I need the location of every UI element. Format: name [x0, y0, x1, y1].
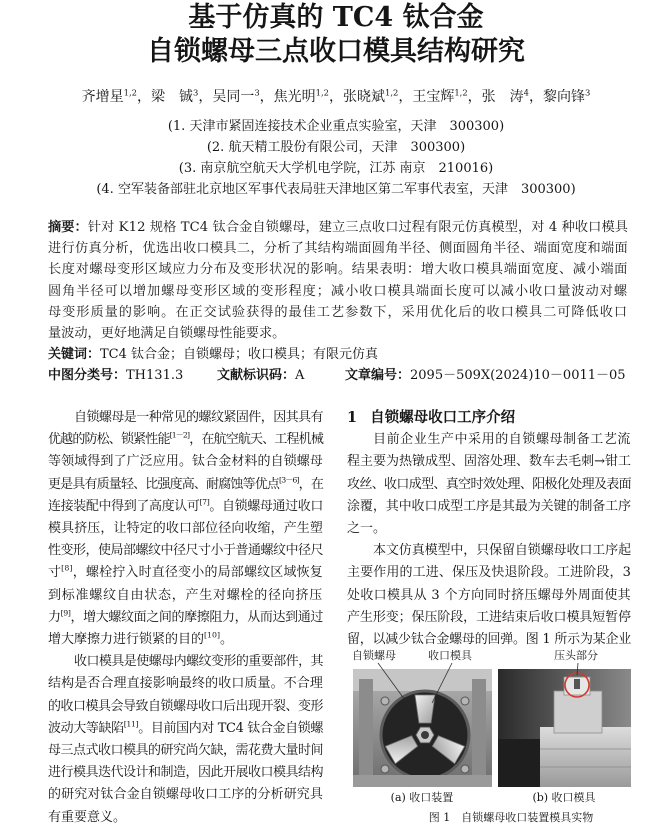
section-number: 1	[347, 409, 358, 426]
author-separator: ，	[329, 89, 343, 105]
line-text: 长度对螺母变形区域应力分布及变形状况的影响。结果表明：增大收口模具端面宽度、减小端面	[48, 262, 628, 278]
text-line	[347, 496, 631, 518]
line-text: 的研究对钛合金自锁螺母收口工序的分析研究具	[48, 787, 323, 803]
text-line	[48, 585, 323, 607]
clc-label: 中图分类号：	[48, 368, 127, 383]
paragraph	[48, 217, 628, 344]
text-line	[48, 651, 323, 673]
author-name: 吴同一	[212, 89, 255, 105]
bolt	[381, 765, 389, 773]
line-text: 的收口模具会导致自锁螺母收口后出现开裂、变形	[48, 698, 323, 714]
figure-caption: 图 1 自锁螺母收口装置模具实物	[428, 811, 594, 824]
label-press-head: 压头部分	[554, 649, 598, 662]
author-affiliation-marker: 3	[192, 87, 199, 98]
line-text: 程主要为热镦成型、固溶处理、数车去毛刺→钳工	[347, 454, 631, 470]
text-line	[48, 259, 628, 280]
text-run: ，增大螺纹面之间的摩擦阻力，从而达到通过	[70, 609, 323, 625]
line-text: 性变形，使局部螺纹中径尺寸小于普通螺纹中径尺	[48, 543, 323, 559]
line-text	[48, 429, 323, 451]
document-code-label: 文献标识码：	[217, 368, 296, 383]
subcaption-a: (a) 收口装置	[390, 791, 454, 804]
abstract	[48, 217, 628, 344]
text-line	[48, 784, 323, 806]
die-body	[540, 727, 631, 787]
line-text: 本文仿真模型中，只保留自锁螺母收口工序起	[373, 543, 631, 559]
keywords-text: TC4 钛合金；自锁螺母；收口模具；有限元仿真	[100, 347, 379, 362]
text-line	[48, 496, 323, 518]
line-text: 自锁螺母是一种常见的螺纹紧固件，因其具有	[74, 410, 323, 425]
keywords-label: 关键词：	[48, 347, 101, 362]
section-title: 自锁螺母收口工序介绍	[370, 409, 516, 426]
line-text: 圆角半径可以增加螺母变形区域的变形程度；减小收口模具端面长度可以减小收口量波动对螺	[48, 283, 628, 299]
line-text: 等领域得到了广泛应用。钛合金材料的自锁螺母	[48, 454, 323, 470]
line-text	[48, 718, 323, 740]
text-run: ，在航空航天、工程机械	[189, 432, 323, 448]
classification-line	[0, 366, 672, 386]
citation-superscript: [11]	[123, 719, 139, 729]
clc-value: TH131.3	[126, 368, 184, 383]
upper-plate	[353, 669, 492, 691]
guide-post	[359, 679, 373, 779]
text-run: 。	[220, 632, 234, 648]
text-run: ，在	[298, 476, 323, 492]
author-affiliation-marker: 3	[585, 87, 591, 98]
author-line	[0, 86, 672, 108]
bolt	[381, 697, 389, 705]
text-line	[48, 217, 628, 238]
text-line	[347, 607, 631, 629]
citation-superscript: [8]	[61, 564, 73, 574]
label-self-locking-nut: 自锁螺母	[352, 649, 396, 662]
author-affiliation-marker: 1,2	[123, 87, 137, 98]
author-separator: ，	[529, 89, 543, 105]
line-text	[48, 629, 233, 651]
abstract-label: 摘要：	[48, 220, 88, 235]
clc-number	[48, 366, 183, 386]
author-name: 焦光明	[273, 89, 316, 105]
line-text: 留，以减少钛合金螺母的回弹。图 1 所示为某企业	[347, 632, 631, 648]
text-line	[48, 562, 323, 584]
author-separator: ，	[198, 89, 213, 105]
line-text	[48, 474, 323, 496]
text-line	[48, 673, 323, 695]
text-run: 寸	[48, 565, 62, 581]
text-line	[48, 281, 628, 302]
left-column	[48, 407, 323, 829]
text-run: 优越的防松、锁紧性能	[48, 432, 170, 448]
citation-superscript: [1－2]	[169, 430, 190, 440]
paragraph	[48, 407, 323, 651]
text-run: 针对 K12 规格 TC4 钛合金自锁螺母，建立三点收口过程有限元仿真模型，对 4 种收口模具	[87, 220, 628, 235]
line-text	[48, 562, 323, 584]
guide-post	[472, 679, 486, 779]
text-line	[48, 718, 323, 740]
text-line	[48, 518, 323, 540]
base-plate	[353, 775, 492, 787]
text-run: 增大摩擦力进行锁紧的目的	[48, 632, 205, 648]
author-separator: ，	[136, 89, 151, 105]
article-number	[345, 366, 626, 386]
fixture	[498, 739, 543, 787]
text-line	[48, 696, 323, 718]
line-text: 结构是否合理直接影响最终的收口质量。不合理	[48, 676, 323, 692]
keywords-line	[48, 345, 378, 365]
section-body	[347, 429, 631, 651]
text-line	[347, 451, 631, 473]
text-run: 。自锁螺母通过收口	[209, 498, 323, 514]
author-name: 王宝辉	[412, 89, 455, 105]
line-text	[48, 607, 323, 629]
author-separator: ，	[467, 89, 482, 105]
line-text: 攻丝、收口成型、真空时效处理、阳极化处理及表面	[347, 476, 631, 492]
text-line	[48, 740, 323, 762]
text-run: 波动大等缺陷	[48, 720, 124, 736]
text-line	[48, 238, 628, 259]
author-affiliation-marker: 1,2	[315, 87, 329, 98]
photo-closing-device	[353, 669, 492, 787]
line-text: 处收口模具从 3 个方向同时挤压螺母外周面使其	[347, 587, 631, 603]
affiliation-line: (4. 空军装备部驻北京地区军事代表局驻天津地区第二军事代表室，天津 300300)	[96, 182, 576, 197]
text-line	[48, 429, 323, 451]
author-name: 齐增星	[81, 89, 124, 105]
citation-superscript: [10]	[204, 630, 221, 640]
bolt	[461, 697, 469, 705]
author-name: 张晓斌	[343, 89, 385, 105]
text-line	[347, 585, 631, 607]
text-run: 。目前国内对 TC4 钛合金自锁螺	[138, 720, 323, 736]
author-affiliation-marker: 3	[254, 87, 260, 98]
text-line	[347, 518, 631, 540]
photo-closing-die	[498, 669, 631, 787]
document-code-value: A	[295, 368, 305, 383]
label-closing-die: 收口模具	[428, 649, 472, 662]
figure-1	[348, 645, 632, 831]
text-line	[48, 629, 323, 651]
text-line	[347, 474, 631, 496]
line-text: 进行仿真分析，优选出收口模具二，分析了其结构端面圆角半径、侧面圆角半径、端面宽度和端面	[48, 241, 628, 257]
paragraph	[347, 540, 631, 651]
line-text: 有重要意义。	[48, 809, 127, 825]
author-separator: ，	[398, 89, 413, 105]
text-run: 连接装配中得到了高度认可	[48, 498, 200, 514]
title-line-1: 基于仿真的 TC4 钛合金	[188, 2, 484, 33]
citation-superscript: [3－6]	[279, 475, 299, 485]
line-text	[48, 496, 323, 518]
line-text: 进行模具迭代设计和制造，因此开展收口模具结构	[48, 765, 323, 781]
text-line	[347, 429, 631, 451]
line-text: 目前企业生产中采用的自锁螺母制备工艺流	[373, 432, 631, 448]
author-affiliation-marker: 1,2	[454, 87, 468, 98]
text-line	[48, 762, 323, 784]
text-line	[48, 607, 323, 629]
press-head-notch	[574, 679, 580, 689]
text-run: ，螺栓拧入时直径变小的局部螺纹区域恢复	[72, 565, 323, 581]
line-text: 收口模具是使螺母内螺纹变形的重要部件，其	[74, 654, 323, 670]
text-run: 力	[48, 609, 61, 625]
author-name: 黎向锋	[543, 89, 585, 105]
line-text: 之一。	[347, 521, 387, 537]
line-text: 模具挤压，让特定的收口部位径向收缩，产生塑	[48, 521, 323, 537]
author-name: 张 涛	[481, 89, 524, 105]
affiliation-line: (3. 南京航空航天大学机电学院，江苏 南京 210016)	[178, 161, 494, 176]
citation-superscript: [7]	[199, 497, 210, 507]
line-text	[48, 217, 628, 238]
text-line	[48, 302, 628, 323]
affiliation-line: (2. 航天精工股份有限公司，天津 300300)	[206, 140, 466, 155]
author-affiliation-marker: 1,2	[385, 87, 399, 98]
citation-superscript: [9]	[60, 608, 71, 618]
author-affiliation-marker: 4	[523, 87, 529, 98]
article-number-value: 2095－509X(2024)10－0011－05	[410, 368, 626, 383]
author-separator: ，	[259, 89, 274, 105]
line-text: 涂覆，其中收口成型工序是其最为关键的制备工序	[347, 498, 631, 514]
text-line	[48, 540, 323, 562]
text-run: 更是具有质量轻、比强度高、耐腐蚀等优点	[48, 476, 280, 492]
subcaption-b: (b) 收口模具	[532, 791, 596, 804]
line-text: 母变形质量的影响。在正交试验获得的最佳工艺参数下，采用优化后的收口模具二可降低收口	[48, 304, 628, 320]
author-name: 梁 铖	[150, 89, 193, 105]
title-line-2: 自锁螺母三点收口模具结构研究	[147, 36, 525, 67]
text-line	[48, 451, 323, 473]
article-number-label: 文章编号：	[345, 368, 411, 383]
text-line	[48, 807, 323, 829]
section-heading	[347, 407, 631, 429]
text-line	[347, 562, 631, 584]
line-text: 主要作用的工进、保压及快退阶段。工进阶段，3	[347, 565, 631, 581]
line-text: 母三点式收口模具的研究尚欠缺，需花费大量时间	[48, 743, 323, 759]
text-line	[347, 540, 631, 562]
affiliation-block	[0, 116, 672, 200]
text-line	[48, 407, 323, 429]
paragraph	[347, 429, 631, 540]
line-text: 到标准螺纹自由状态，产生对螺栓的径向挤压	[48, 587, 323, 603]
right-column	[347, 407, 631, 651]
line-text: 量波动，更好地满足自锁螺母性能要求。	[48, 326, 286, 342]
bolt	[461, 765, 469, 773]
line-text: 产生形变；保压阶段，工进结束后收口模具短暂停	[347, 609, 631, 625]
paper-title	[0, 1, 672, 69]
text-line	[48, 474, 323, 496]
text-line	[48, 323, 628, 344]
affiliation-line: (1. 天津市紧固连接技术企业重点实验室，天津 300300)	[167, 119, 505, 134]
paragraph	[48, 651, 323, 829]
document-code	[217, 366, 304, 386]
